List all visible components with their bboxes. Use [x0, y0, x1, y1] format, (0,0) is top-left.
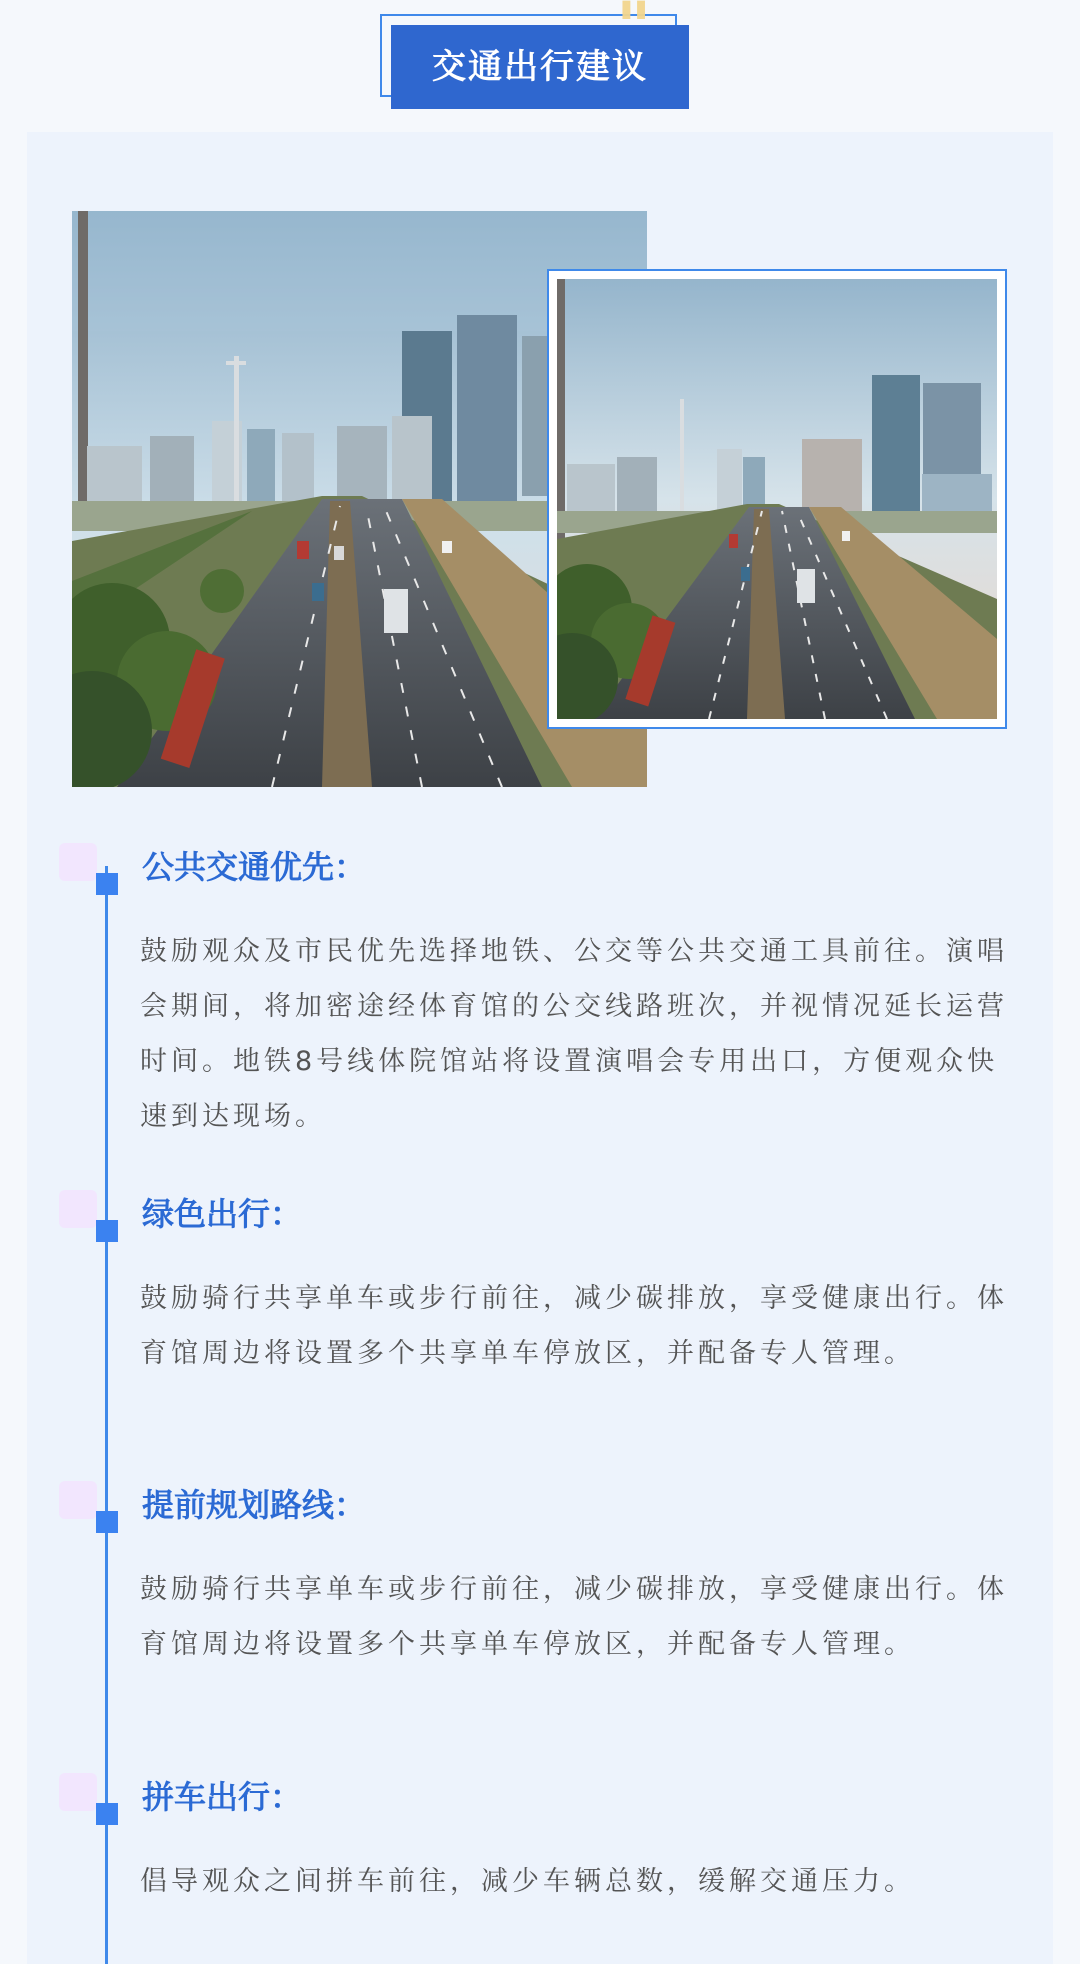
timeline-marker [96, 873, 118, 895]
section-body: 鼓励骑行共享单车或步行前往，减少碳排放，享受健康出行。体育馆周边将设置多个共享单车停放区，并配备专人管理。 [140, 1283, 1008, 1369]
timeline-marker-glow [59, 843, 97, 881]
content-panel [27, 132, 1053, 1964]
section-body: 鼓励观众及市民优先选择地铁、公交等公共交通工具前往。演唱会期间，将加密途经体育馆的公交线路班次，并视情况延长运营时间。地铁8号线体院馆站将设置演唱会专用出口，方便观众快速到达现场。 [140, 936, 1008, 1132]
section-title: 绿色出行： [142, 1195, 303, 1233]
section-title: 拼车出行： [142, 1778, 303, 1816]
header [0, 0, 1080, 130]
section-title: 提前规划路线： [142, 1486, 367, 1524]
timeline-marker [96, 1511, 118, 1533]
timeline-marker-glow [59, 1773, 97, 1811]
header-title: 交通出行建议 [391, 25, 689, 109]
photo-highway-icon [557, 279, 997, 719]
section-title: 公共交通优先： [142, 848, 367, 886]
section-body: 倡导观众之间拼车前往，减少车辆总数，缓解交通压力。 [140, 1866, 915, 1897]
section-body: 鼓励骑行共享单车或步行前往，减少碳排放，享受健康出行。体育馆周边将设置多个共享单车停放区，并配备专人管理。 [140, 1574, 1008, 1660]
timeline-marker [96, 1220, 118, 1242]
timeline-marker [96, 1803, 118, 1825]
quote-icon: " [616, 0, 652, 67]
timeline-marker-glow [59, 1481, 97, 1519]
timeline-marker-glow [59, 1190, 97, 1228]
timeline-line [105, 866, 108, 1964]
highway-photo-inset [557, 279, 997, 719]
